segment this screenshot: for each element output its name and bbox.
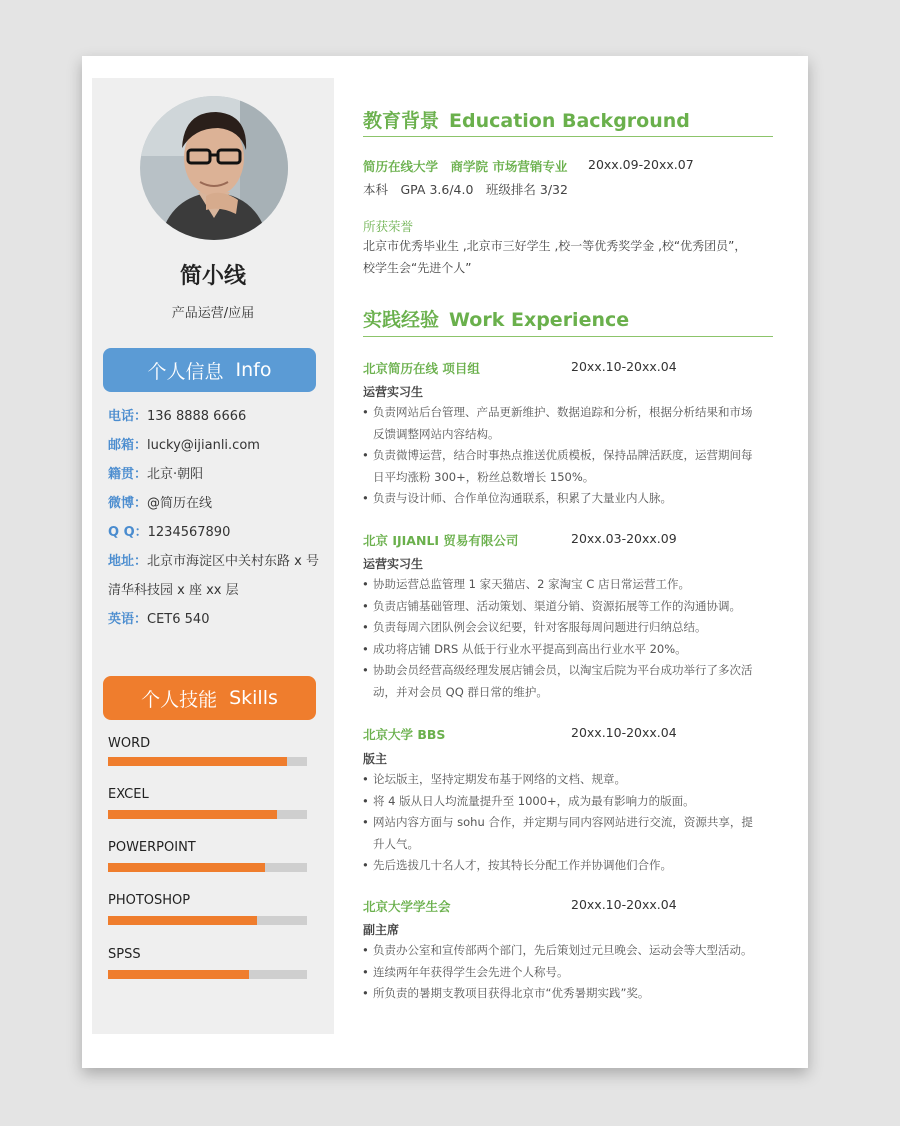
info-value: 清华科技园 x 座 xx 层 — [108, 583, 239, 598]
info-label: 电话： — [108, 409, 148, 424]
honors-line: 校学生会“先进个人” — [363, 261, 472, 275]
skill-bar-spss — [108, 970, 307, 979]
skill-name-word: WORD — [108, 736, 151, 751]
list-item: • 负责每周六团队例会会议纪要，针对客服每周问题进行归纳总结。 — [360, 617, 780, 639]
info-item-qq — [108, 521, 230, 540]
honors-text — [363, 235, 783, 279]
info-item-address — [108, 550, 319, 569]
job-bullets — [360, 574, 780, 704]
job-role: 运营实习生 — [363, 385, 424, 399]
divider — [363, 336, 773, 337]
job-role: 副主席 — [363, 923, 400, 937]
honors-title: 所获荣誉 — [363, 219, 414, 234]
job-role: 运营实习生 — [363, 557, 424, 571]
job-bullets — [360, 769, 780, 877]
skill-bar-powerpoint — [108, 863, 307, 872]
skill-fill — [108, 810, 277, 819]
list-item: • 负责店铺基础管理、活动策划、渠道分销、资源拓展等工作的沟通协调。 — [360, 596, 780, 618]
skill-bar-photoshop — [108, 916, 307, 925]
skills-heading-cn: 个人技能 — [141, 688, 218, 711]
work-heading-en: Work Experience — [449, 309, 630, 331]
list-item-cont: 升人气。 — [373, 836, 419, 851]
list-item: • 负责微博运营，结合时事热点推送优质模板，保持品牌活跃度，运营期间每 — [360, 445, 780, 467]
list-item: • 连续两年年获得学生会先进个人称号。 — [360, 962, 780, 984]
job-role: 版主 — [363, 752, 388, 766]
job-dates: 20xx.10-20xx.04 — [571, 897, 677, 912]
list-item: • 负责与设计师、合作单位沟通联系，积累了大量业内人脉。 — [360, 488, 780, 510]
info-item-address-cont — [108, 579, 239, 598]
education-detail: 本科 GPA 3.6/4.0 班级排名 3/32 — [363, 182, 568, 197]
skills-heading — [103, 676, 316, 720]
info-value: lucky@ijianli.com — [147, 438, 260, 453]
list-item-cont: 日平均涨粉 300+，粉丝总数增长 150%。 — [373, 469, 595, 484]
candidate-name: 简小线 — [179, 264, 246, 289]
list-item: • 成功将店铺 DRS 从低于行业水平提高到高出行业水平 20%。 — [360, 639, 780, 661]
skill-bar-word — [108, 757, 307, 766]
skill-fill — [108, 863, 265, 872]
info-label: 邮箱： — [108, 438, 148, 453]
list-item: • 负责办公室和宣传部两个部门，先后策划过元旦晚会、运动会等大型活动。 — [360, 940, 780, 962]
list-item: • 将 4 版从日人均流量提升至 1000+，成为最有影响力的版面。 — [360, 791, 780, 813]
job-org: 北京大学 BBS — [363, 727, 446, 742]
info-label: 地址： — [108, 554, 148, 569]
list-item: • 网站内容方面与 sohu 合作，并定期与同内容网站进行交流，资源共享，提 — [360, 812, 780, 834]
skill-fill — [108, 916, 257, 925]
job-dates: 20xx.10-20xx.04 — [571, 725, 677, 740]
list-item-cont: 反馈调整网站内容结构。 — [373, 426, 500, 441]
list-item-cont: 动，并对会员 QQ 群日常的维护。 — [373, 684, 548, 699]
info-heading-cn: 个人信息 — [147, 360, 224, 383]
skill-name-photoshop: PHOTOSHOP — [108, 893, 191, 908]
job-org: 北京大学学生会 — [363, 899, 451, 914]
info-value: 北京市海淀区中关村东路 x 号 — [147, 554, 319, 569]
portrait-photo — [140, 96, 288, 240]
job-dates: 20xx.03-20xx.09 — [571, 531, 677, 546]
work-heading — [363, 305, 629, 332]
list-item: • 所负责的暑期支教项目获得北京市“优秀暑期实践”奖。 — [360, 983, 780, 1005]
skill-bar-excel — [108, 810, 307, 819]
skills-heading-en: Skills — [229, 687, 278, 709]
info-value: CET6 540 — [147, 612, 210, 627]
skill-name-powerpoint: POWERPOINT — [108, 840, 196, 855]
info-label: Q Q： — [108, 525, 148, 540]
info-item-weibo — [108, 492, 212, 511]
divider — [363, 136, 773, 137]
list-item: • 先后选拔几十名人才，按其特长分配工作并协调他们合作。 — [360, 855, 780, 877]
list-item: • 协助会员经营高级经理发展店铺会员，以淘宝后院为平台成功举行了多次活 — [360, 660, 780, 682]
info-label: 微博： — [108, 496, 148, 511]
candidate-title: 产品运营/应届 — [171, 306, 255, 321]
info-item-phone — [108, 405, 246, 424]
education-heading — [363, 106, 690, 133]
info-heading — [103, 348, 316, 392]
info-item-email — [108, 434, 260, 453]
list-item: • 协助运营总监管理 1 家天猫店、2 家淘宝 C 店日常运营工作。 — [360, 574, 780, 596]
info-value: @简历在线 — [147, 496, 213, 511]
work-heading-cn: 实践经验 — [363, 309, 440, 331]
list-item: • 负责网站后台管理、产品更新维护、数据追踪和分析，根据分析结果和市场 — [360, 402, 780, 424]
education-school: 简历在线大学 商学院 市场营销专业 — [363, 159, 568, 174]
education-heading-cn: 教育背景 — [363, 110, 440, 132]
education-heading-en: Education Background — [449, 110, 690, 132]
info-label: 英语： — [108, 612, 148, 627]
info-heading-en: Info — [235, 359, 272, 381]
info-item-english — [108, 608, 209, 627]
info-value: 136 8888 6666 — [147, 409, 247, 424]
skill-name-excel: EXCEL — [108, 787, 149, 802]
job-org: 北京简历在线 项目组 — [363, 361, 480, 376]
skill-fill — [108, 757, 287, 766]
info-value: 北京·朝阳 — [147, 467, 204, 482]
honors-line: 北京市优秀毕业生 ,北京市三好学生 ,校一等优秀奖学金 ,校“优秀团员”， — [363, 239, 747, 253]
job-org: 北京 IJIANLI 贸易有限公司 — [363, 533, 519, 548]
avatar — [140, 96, 288, 240]
skill-name-spss: SPSS — [108, 947, 141, 962]
job-bullets — [360, 940, 780, 1005]
info-item-hometown — [108, 463, 203, 482]
info-value: 1234567890 — [147, 525, 231, 540]
info-label: 籍贯： — [108, 467, 148, 482]
list-item: • 论坛版主，坚持定期发布基于网络的文档、规章。 — [360, 769, 780, 791]
job-bullets — [360, 402, 780, 510]
job-dates: 20xx.10-20xx.04 — [571, 359, 677, 374]
skill-fill — [108, 970, 249, 979]
education-dates: 20xx.09-20xx.07 — [588, 157, 694, 172]
